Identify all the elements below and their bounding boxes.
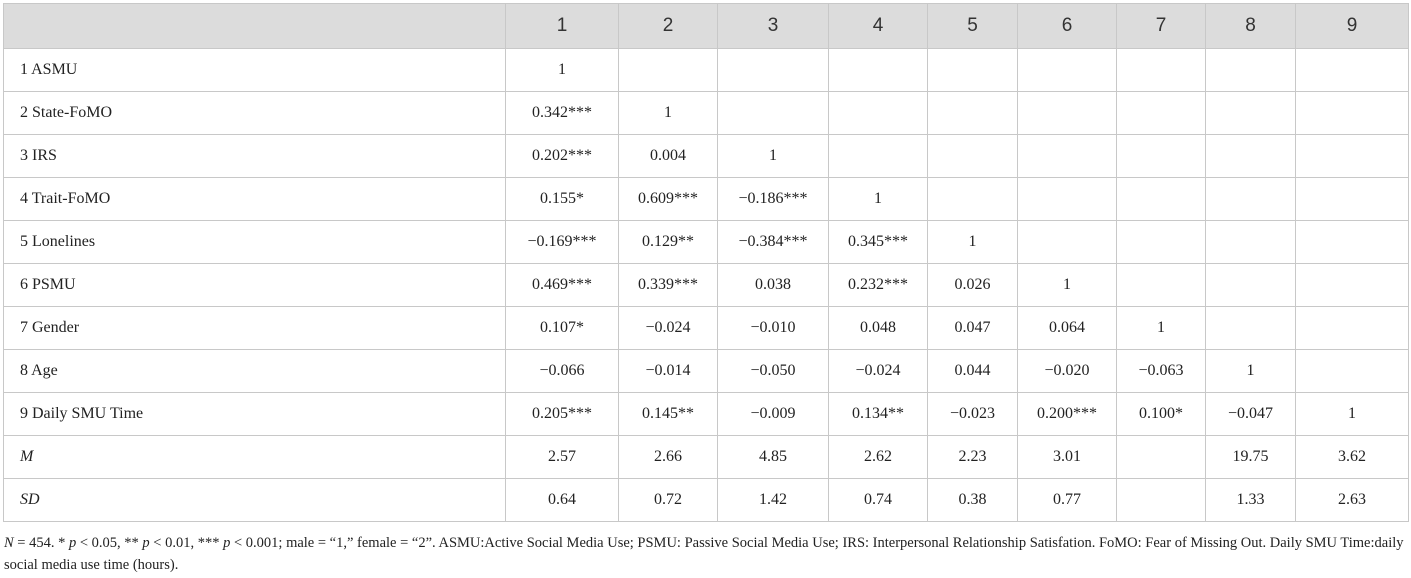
- table-cell: [1206, 221, 1296, 264]
- table-cell: 0.342***: [506, 92, 619, 135]
- table-cell: −0.024: [619, 307, 718, 350]
- table-cell: [1018, 135, 1117, 178]
- table-row: [4, 221, 1409, 264]
- table-cell: −0.009: [718, 393, 829, 436]
- table-cell: [928, 92, 1018, 135]
- table-cell: [1296, 92, 1409, 135]
- column-header: 5: [928, 4, 1018, 49]
- row-label: 3 IRS: [4, 135, 506, 178]
- table-cell: −0.384***: [718, 221, 829, 264]
- table-cell: 4.85: [718, 436, 829, 479]
- table-cell: 2.66: [619, 436, 718, 479]
- table-cell: 1: [619, 92, 718, 135]
- table-cell: [1117, 49, 1206, 92]
- row-label: M: [4, 436, 506, 479]
- table-cell: 1: [1206, 350, 1296, 393]
- table-cell: 3.01: [1018, 436, 1117, 479]
- header-row: [4, 4, 1409, 49]
- row-label: 8 Age: [4, 350, 506, 393]
- column-header: 4: [829, 4, 928, 49]
- table-body: [4, 49, 1409, 522]
- table-cell: [1117, 135, 1206, 178]
- table-cell: [1206, 307, 1296, 350]
- table-row: [4, 264, 1409, 307]
- table-cell: −0.014: [619, 350, 718, 393]
- table-cell: 0.339***: [619, 264, 718, 307]
- row-label: 1 ASMU: [4, 49, 506, 92]
- table-header: [4, 4, 1409, 49]
- footnote-p-3: p: [223, 535, 231, 551]
- row-label: SD: [4, 479, 506, 522]
- table-row: [4, 178, 1409, 221]
- table-row: [4, 49, 1409, 92]
- table-row: [4, 350, 1409, 393]
- table-cell: 1: [829, 178, 928, 221]
- row-label: 5 Lonelines: [4, 221, 506, 264]
- table-cell: 0.469***: [506, 264, 619, 307]
- column-header: 6: [1018, 4, 1117, 49]
- table-cell: −0.063: [1117, 350, 1206, 393]
- table-cell: 1.42: [718, 479, 829, 522]
- table-cell: 1: [928, 221, 1018, 264]
- table-cell: [1296, 178, 1409, 221]
- table-cell: [1018, 178, 1117, 221]
- table-row: [4, 307, 1409, 350]
- table-cell: 0.609***: [619, 178, 718, 221]
- table-cell: 0.155*: [506, 178, 619, 221]
- table-cell: 2.57: [506, 436, 619, 479]
- table-cell: 1: [506, 49, 619, 92]
- table-cell: −0.066: [506, 350, 619, 393]
- table-cell: 1: [1018, 264, 1117, 307]
- row-label: 4 Trait-FoMO: [4, 178, 506, 221]
- table-cell: 3.62: [1296, 436, 1409, 479]
- table-cell: 0.38: [928, 479, 1018, 522]
- table-cell: −0.010: [718, 307, 829, 350]
- table-cell: 0.044: [928, 350, 1018, 393]
- table-cell: [829, 135, 928, 178]
- footnote-text-1: = 454. *: [13, 535, 69, 551]
- table-cell: 0.107*: [506, 307, 619, 350]
- table-cell: [1206, 264, 1296, 307]
- table-cell: [619, 49, 718, 92]
- row-label: 6 PSMU: [4, 264, 506, 307]
- table-cell: [1206, 49, 1296, 92]
- table-row: [4, 393, 1409, 436]
- table-cell: [1117, 92, 1206, 135]
- table-cell: 0.205***: [506, 393, 619, 436]
- table-cell: [1296, 307, 1409, 350]
- table-cell: 0.100*: [1117, 393, 1206, 436]
- table-cell: −0.020: [1018, 350, 1117, 393]
- row-label: 2 State-FoMO: [4, 92, 506, 135]
- table-cell: [1296, 221, 1409, 264]
- table-cell: 0.202***: [506, 135, 619, 178]
- table-cell: 2.23: [928, 436, 1018, 479]
- table-cell: 0.200***: [1018, 393, 1117, 436]
- table-cell: 0.232***: [829, 264, 928, 307]
- footnote-text-3: < 0.01, ***: [149, 535, 224, 551]
- footnote-n: N: [4, 535, 14, 551]
- table-cell: −0.169***: [506, 221, 619, 264]
- table-cell: [928, 49, 1018, 92]
- table-cell: −0.024: [829, 350, 928, 393]
- column-header: 1: [506, 4, 619, 49]
- table-cell: 19.75: [1206, 436, 1296, 479]
- table-cell: 0.72: [619, 479, 718, 522]
- table-footnote: [4, 532, 1404, 576]
- table-cell: [1296, 350, 1409, 393]
- table-cell: 0.047: [928, 307, 1018, 350]
- table-cell: [1018, 221, 1117, 264]
- table-cell: [1296, 264, 1409, 307]
- table-cell: 1.33: [1206, 479, 1296, 522]
- table-cell: 0.026: [928, 264, 1018, 307]
- footnote-p-1: p: [68, 535, 77, 551]
- table-cell: 2.62: [829, 436, 928, 479]
- table-cell: −0.047: [1206, 393, 1296, 436]
- table-cell: 0.74: [829, 479, 928, 522]
- column-header: 2: [619, 4, 718, 49]
- table-cell: [718, 92, 829, 135]
- table-cell: 0.038: [718, 264, 829, 307]
- column-header: 8: [1206, 4, 1296, 49]
- table-cell: [829, 92, 928, 135]
- table-cell: 1: [1117, 307, 1206, 350]
- table-cell: [718, 49, 829, 92]
- column-header: 7: [1117, 4, 1206, 49]
- table-cell: [928, 178, 1018, 221]
- table-cell: [829, 49, 928, 92]
- table-cell: [1117, 264, 1206, 307]
- table-cell: 0.064: [1018, 307, 1117, 350]
- table-cell: [1117, 479, 1206, 522]
- column-header: 3: [718, 4, 829, 49]
- table-cell: 0.048: [829, 307, 928, 350]
- table-row: [4, 92, 1409, 135]
- correlation-table: [3, 3, 1409, 522]
- table-cell: 0.77: [1018, 479, 1117, 522]
- table-cell: −0.023: [928, 393, 1018, 436]
- table-cell: 0.145**: [619, 393, 718, 436]
- table-cell: 0.004: [619, 135, 718, 178]
- footnote-p-2: p: [142, 535, 150, 551]
- table-row: [4, 436, 1409, 479]
- table-cell: [1117, 221, 1206, 264]
- footnote-text-2: < 0.05, **: [76, 535, 143, 551]
- table-cell: [1117, 436, 1206, 479]
- table-cell: [928, 135, 1018, 178]
- table-cell: [1296, 135, 1409, 178]
- table-cell: 0.134**: [829, 393, 928, 436]
- table-cell: −0.050: [718, 350, 829, 393]
- row-label: 7 Gender: [4, 307, 506, 350]
- table-cell: 1: [718, 135, 829, 178]
- table-cell: 0.64: [506, 479, 619, 522]
- table-cell: 1: [1296, 393, 1409, 436]
- table-cell: [1018, 92, 1117, 135]
- footnote-text-4: < 0.001; male = “1,” female = “2”. ASMU:Active Social Media Use; PSMU: Passive Social Media Use; IRS: Interpersonal Relationship Satisfation. FoMO: Fear of Missing Out. Daily SMU Time:daily social media use time (hours).: [4, 535, 1404, 573]
- table-cell: −0.186***: [718, 178, 829, 221]
- table-cell: 0.345***: [829, 221, 928, 264]
- table-cell: [1206, 178, 1296, 221]
- table-cell: 0.129**: [619, 221, 718, 264]
- table-cell: 2.63: [1296, 479, 1409, 522]
- table-cell: [1117, 178, 1206, 221]
- column-header: 9: [1296, 4, 1409, 49]
- table-cell: [1296, 49, 1409, 92]
- table-row: [4, 135, 1409, 178]
- table-row: [4, 479, 1409, 522]
- header-corner-cell: [4, 4, 506, 49]
- table-cell: [1206, 92, 1296, 135]
- row-label: 9 Daily SMU Time: [4, 393, 506, 436]
- table-cell: [1206, 135, 1296, 178]
- table-cell: [1018, 49, 1117, 92]
